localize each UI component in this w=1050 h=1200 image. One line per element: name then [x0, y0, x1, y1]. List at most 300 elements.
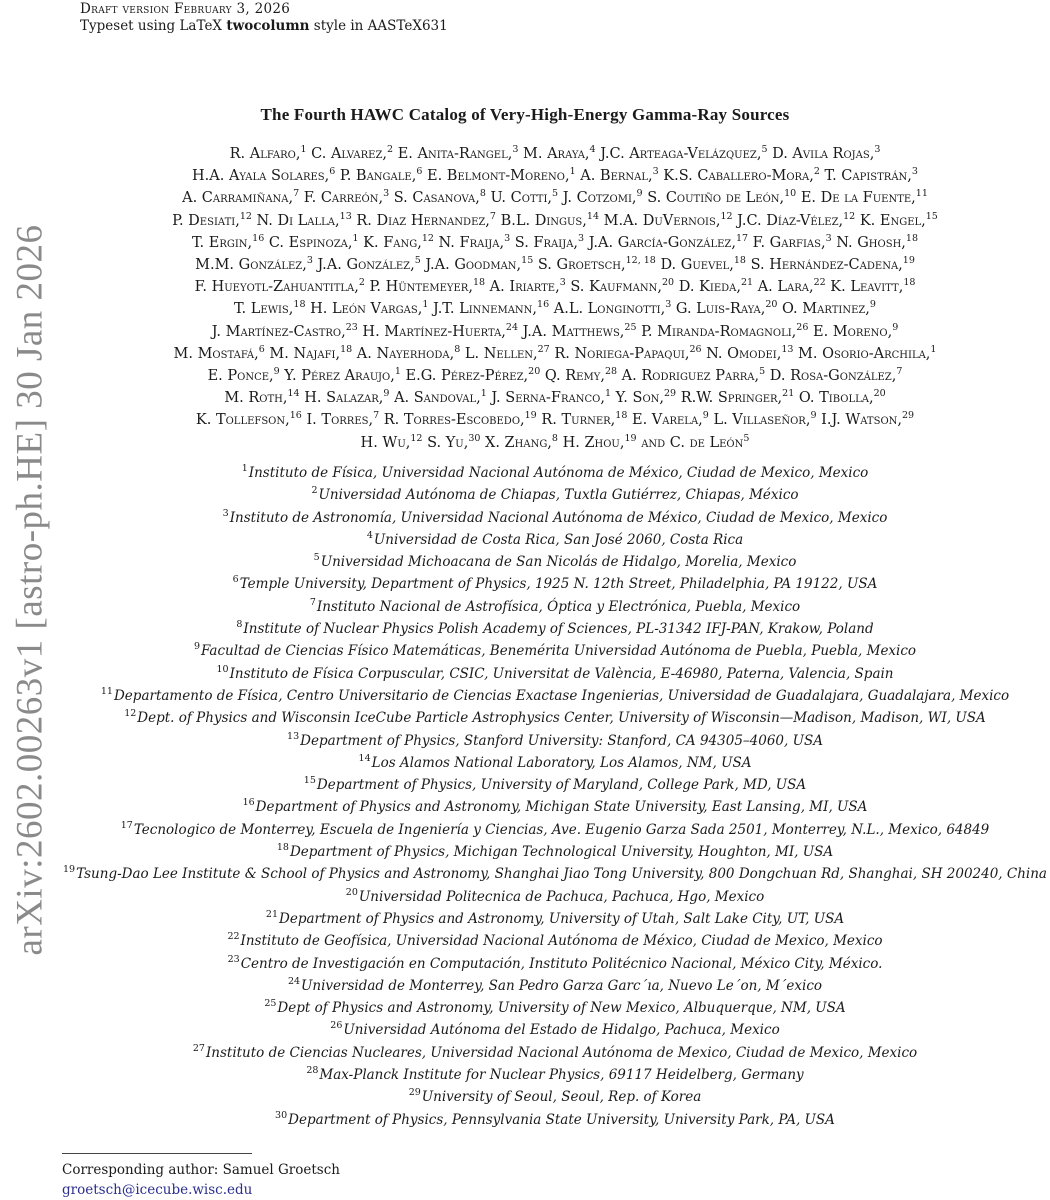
- affiliation-marker: 20: [765, 299, 778, 311]
- affiliation-marker: 20: [528, 366, 541, 378]
- affiliation-number: 14: [358, 752, 371, 764]
- author: [541, 412, 627, 428]
- author: [173, 343, 265, 362]
- author: [491, 390, 611, 406]
- author-name: B.L. Dingus,: [500, 212, 587, 229]
- author: [208, 368, 280, 384]
- author-name: N. Fraija,: [438, 234, 505, 251]
- author-name: O. Tibolla,: [798, 390, 874, 407]
- affiliation: [60, 551, 1050, 573]
- affiliation-marker: 16: [537, 299, 550, 311]
- author: [514, 232, 585, 251]
- arxiv-sidebar: [0, 190, 60, 990]
- affiliation-marker: 23: [345, 321, 358, 333]
- author: [676, 301, 778, 317]
- author-name: K.S. Caballero-Mora,: [663, 168, 814, 185]
- affiliation-marker: 12: [421, 232, 434, 244]
- affiliation-marker: 9: [383, 388, 390, 400]
- author-name: M. Mostafá,: [173, 345, 259, 362]
- affiliation-marker: 20: [662, 277, 675, 289]
- affiliation-text: Instituto de Física, Universidad Nacional Autónoma de México, Ciudad de Mexico, Mexico: [248, 465, 869, 481]
- author-name: I. Torres,: [306, 412, 374, 429]
- author: [752, 232, 832, 251]
- author: [306, 412, 379, 428]
- affiliation-marker: 8: [551, 432, 558, 444]
- latex-logo: LaTeX: [179, 18, 223, 34]
- author: [641, 321, 809, 340]
- author-name: A. Sandoval,: [394, 390, 481, 407]
- affiliation-number: 23: [227, 953, 240, 965]
- affiliation-marker: 28: [604, 366, 618, 378]
- author: [363, 232, 434, 251]
- affiliation-marker: 3: [512, 144, 519, 155]
- affiliation: [60, 640, 1050, 662]
- affiliation-marker: 22: [813, 277, 826, 289]
- author-name: T. Lewis,: [234, 301, 294, 318]
- author: [490, 279, 566, 295]
- affiliation-marker: 12: [410, 432, 423, 444]
- author: [679, 279, 753, 295]
- author-name: E. Moreno,: [813, 323, 893, 340]
- author-name: E. Ponce,: [207, 368, 274, 385]
- author: [356, 343, 461, 362]
- author-name: N. Omodei,: [706, 345, 782, 362]
- affiliation: [60, 1019, 1050, 1041]
- author-name: J. Serna-Franco,: [491, 390, 605, 407]
- author: [836, 232, 919, 251]
- author: [191, 232, 265, 251]
- author: [485, 432, 558, 451]
- author: [798, 343, 937, 362]
- affiliation: [60, 573, 1050, 595]
- author-name: J. Martínez-Castro,: [211, 323, 346, 340]
- affiliation-number: 21: [265, 908, 278, 920]
- affiliation-text: Temple University, Department of Physics, 1925 N. 12th Street, Philadelphia, PA 19122, USA: [239, 576, 878, 593]
- author-name: M. Osorio-Archila,: [798, 345, 931, 362]
- author: [622, 368, 766, 384]
- page-header: [80, 1, 448, 35]
- author: [195, 279, 365, 295]
- author-name: H. Wu,: [360, 434, 411, 451]
- affiliation-text: Universidad de Costa Rica, San José 2060, Costa Rica: [373, 531, 744, 548]
- author: [681, 390, 795, 406]
- author-name: M. Najafi,: [269, 345, 341, 362]
- author: [830, 279, 915, 295]
- author-name: M.A. DuVernois,: [603, 212, 721, 229]
- author-name: K. Tollefson,: [195, 412, 290, 429]
- author: [772, 146, 880, 162]
- author: [224, 390, 299, 406]
- author: [751, 257, 915, 273]
- author: [269, 343, 353, 362]
- author-name: Q. Remy,: [544, 368, 605, 385]
- author-name: I.J. Watson,: [821, 412, 903, 429]
- affiliation-marker: 19: [624, 432, 637, 444]
- author: [172, 210, 252, 229]
- affiliation: [60, 663, 1050, 685]
- affiliation-marker: 5: [761, 144, 768, 155]
- affiliation-marker: 18: [293, 299, 306, 311]
- author-name: F. Carreón,: [303, 190, 384, 207]
- author-name: Y. Pérez Araujo,: [284, 368, 395, 385]
- affiliation-text: Universidad Michoacana de San Nicolás de Hidalgo, Morelia, Mexico: [320, 554, 797, 571]
- author-name: L. Nellen,: [464, 345, 538, 362]
- author: [234, 301, 305, 317]
- author-name: H. Zhou,: [562, 434, 625, 451]
- typeset-suffix: style in AASTeX631: [309, 18, 448, 34]
- affiliation-marker: 13: [339, 210, 352, 222]
- affiliation-text: Department of Physics, Stanford University: Stanford, CA 94305–4060, USA: [300, 732, 823, 749]
- author-list: [60, 143, 1050, 454]
- affiliation-text: Centro de Investigación en Computación, Instituto Politécnico Nacional, México City, México.: [240, 955, 883, 972]
- author: [632, 412, 709, 428]
- author: [770, 368, 903, 384]
- author: [464, 343, 550, 362]
- affiliation-marker: 1: [480, 388, 487, 400]
- affiliation-number: 16: [242, 797, 255, 809]
- author-name: A.L. Longinotti,: [553, 301, 666, 318]
- author-name: S. Yu,: [427, 434, 469, 451]
- affiliation: [60, 752, 1050, 774]
- affiliation-marker: 3: [911, 166, 918, 178]
- author-name: F. Hueyotl-Zahuantitla,: [194, 279, 359, 296]
- author-name: A. Carramiñana,: [182, 190, 294, 207]
- affiliation-marker: 3: [504, 232, 511, 244]
- affiliation-number: 24: [287, 975, 301, 987]
- author-name: R. Alfaro,: [229, 146, 301, 162]
- affiliation-marker: 26: [689, 343, 702, 355]
- affiliation-marker: 16: [289, 410, 302, 422]
- affiliation-marker: 12, 18: [625, 255, 656, 267]
- affiliation-marker: 3: [825, 232, 832, 244]
- author: [268, 232, 359, 251]
- author: [256, 210, 352, 229]
- affiliation-marker: 27: [537, 343, 550, 355]
- affiliation-number: 25: [264, 998, 277, 1010]
- affiliation-marker: 3: [874, 144, 881, 155]
- author: [491, 190, 559, 206]
- affiliation-text: Universidad Autónoma del Estado de Hidalgo, Pachuca, Mexico: [343, 1022, 780, 1039]
- affiliation-marker: 1: [930, 343, 937, 355]
- affiliation-number: 22: [227, 931, 240, 943]
- author: [340, 168, 422, 184]
- affiliation-marker: 3: [306, 255, 313, 267]
- affiliation-marker: 9: [273, 366, 280, 378]
- author: [737, 210, 856, 229]
- affiliation-marker: 18: [903, 277, 916, 289]
- author-name: S. Hernández-Cadena,: [750, 257, 903, 274]
- affiliation-number: 15: [303, 775, 316, 787]
- author-name: U. Cotti,: [490, 190, 553, 207]
- author-name: A. Rodriguez Parra,: [621, 368, 760, 385]
- affiliation-text: Dept of Physics and Astronomy, University of New Mexico, Albuquerque, NM, USA: [277, 1000, 846, 1017]
- affiliation-marker: 12: [843, 210, 856, 222]
- author: [196, 412, 302, 428]
- author: [821, 412, 914, 428]
- affiliation-marker: 29: [902, 410, 915, 422]
- affiliation-marker: 18: [340, 343, 353, 355]
- author-name: J.A. Matthews,: [522, 323, 625, 340]
- affiliation-marker: 9: [810, 410, 817, 422]
- affiliation: [60, 730, 1050, 752]
- affiliation-marker: 8: [479, 188, 486, 200]
- affiliation-number: 18: [276, 842, 289, 854]
- affiliation-marker: 6: [416, 166, 423, 178]
- author: [799, 390, 886, 406]
- affiliation-marker: 5: [759, 366, 766, 378]
- affiliation-number: 29: [408, 1087, 421, 1099]
- author-name: K. Fang,: [363, 234, 422, 251]
- author-name: R. Torres-Escobedo,: [383, 412, 525, 429]
- affiliation-marker: 30: [468, 432, 481, 444]
- author-name: E. Belmont-Moreno,: [426, 168, 570, 185]
- author-name: H. Salazar,: [304, 390, 384, 407]
- affiliation: [60, 819, 1050, 841]
- author: [570, 279, 674, 295]
- affiliation-list: [60, 462, 1050, 1131]
- affiliation-text: Facultad de Ciencias Físico Matemáticas, Benemérita Universidad Autónoma de Puebla, Puebla, Mexico: [200, 643, 917, 660]
- affiliation-marker: 12: [239, 210, 252, 222]
- affiliation-marker: 19: [902, 255, 915, 267]
- author: [663, 168, 820, 184]
- affiliation: [60, 997, 1050, 1019]
- author: [425, 257, 533, 273]
- affiliation-text: Tecnologico de Monterrey, Escuela de Ingeniería y Ciencias, Ave. Eugenio Garza Sada 2501, Monterrey, N.L., Mexico, 64849: [133, 821, 990, 838]
- affiliation: [60, 1086, 1050, 1108]
- author: [433, 301, 549, 317]
- affiliation-number: 20: [345, 886, 358, 898]
- author-name: and C. de León: [641, 434, 744, 451]
- affiliation-number: 13: [287, 730, 300, 742]
- affiliation-text: Department of Physics, University of Maryland, College Park, MD, USA: [316, 777, 807, 794]
- affiliation-number: 12: [124, 708, 137, 720]
- author-name: M. Roth,: [224, 390, 288, 407]
- typeset-line: [80, 18, 448, 35]
- affiliation-number: 11: [100, 685, 113, 697]
- author: [406, 368, 541, 384]
- author: [192, 168, 335, 184]
- author: [603, 210, 733, 229]
- author-name: A. Nayerhoda,: [356, 345, 455, 362]
- affiliation-text: Instituto Nacional de Astrofísica, Óptica y Electrónica, Puebla, Mexico: [316, 598, 801, 615]
- affiliation-marker: 2: [813, 166, 820, 178]
- author: [394, 190, 486, 206]
- author-name: J.A. Goodman,: [425, 257, 522, 274]
- affiliation-text: Department of Physics and Astronomy, Michigan State University, East Lansing, MI, USA: [255, 799, 868, 816]
- affiliation-number: 30: [275, 1109, 288, 1121]
- affiliation-marker: 1: [352, 232, 359, 244]
- footnote-divider: [62, 1153, 252, 1154]
- affiliation-text: Instituto de Geofísica, Universidad Nacional Autónoma de México, Ciudad de Mexico, Mexico: [240, 933, 883, 950]
- affiliation-number: 10: [216, 663, 229, 675]
- author: [195, 257, 313, 273]
- affiliation: [60, 930, 1050, 952]
- affiliation-marker: 1: [394, 366, 401, 378]
- author: [647, 190, 796, 206]
- affiliation-text: Instituto de Astronomía, Universidad Nacional Autónoma de México, Ciudad de Mexico, Mexico: [229, 509, 888, 526]
- affiliation-text: Universidad Autónoma de Chiapas, Tuxtla Gutiérrez, Chiapas, México: [318, 487, 799, 504]
- author-name: R. Diaz Hernandez,: [356, 212, 490, 229]
- affiliation-marker: 7: [293, 188, 300, 200]
- author-name: H. León Vargas,: [310, 301, 423, 318]
- affiliation: [60, 796, 1050, 818]
- arxiv-identifier: arXiv:2602.00263v1 [astro-ph.HE] 30 Jan 2026: [9, 224, 51, 956]
- affiliation-marker: 17: [735, 232, 749, 244]
- author-name: P. Hüntemeyer,: [369, 279, 473, 296]
- affiliation-text: Universidad de Monterrey, San Pedro Garza Garc´ıa, Nuevo Le´on, M´exico: [301, 977, 823, 994]
- author-name: T. Capistrán,: [824, 168, 912, 185]
- author-name: F. Garfias,: [752, 234, 826, 251]
- affiliation: [60, 685, 1050, 707]
- affiliation: [60, 841, 1050, 863]
- author-name: J.C. Arteaga-Velázquez,: [600, 146, 762, 162]
- author: [438, 232, 511, 251]
- author-name: D. Guevel,: [660, 257, 734, 274]
- author-name: M.M. González,: [195, 257, 307, 274]
- author-name: S. Casanova,: [393, 190, 480, 207]
- author: [588, 232, 749, 251]
- affiliation-marker: 5: [743, 432, 750, 444]
- author: [825, 168, 918, 184]
- affiliation: [60, 529, 1050, 551]
- author-name: J. Cotzomi,: [562, 190, 637, 207]
- affiliation-marker: 21: [740, 277, 754, 289]
- author-name: J.C. Díaz-Vélez,: [737, 212, 844, 229]
- affiliation: [60, 886, 1050, 908]
- affiliation: [60, 953, 1050, 975]
- author: [616, 390, 677, 406]
- affiliation-text: University of Seoul, Seoul, Rep. of Korea: [421, 1089, 702, 1106]
- author-name: X. Zhang,: [485, 434, 552, 451]
- author-name: R. Turner,: [541, 412, 616, 429]
- affiliation-marker: 16: [252, 232, 265, 244]
- affiliation-number: 2: [311, 485, 318, 497]
- draft-version: Draft version February 3, 2026: [80, 1, 291, 17]
- affiliation-marker: 1: [422, 299, 429, 311]
- author: [782, 301, 876, 317]
- affiliation-marker: 26: [796, 321, 809, 333]
- affiliation-marker: 18: [472, 277, 486, 289]
- author: [182, 190, 299, 206]
- affiliation-marker: 11: [915, 188, 928, 200]
- affiliation-marker: 1: [604, 388, 611, 400]
- paper-title: The Fourth HAWC Catalog of Very-High-Energy Gamma-Ray Sources: [260, 105, 790, 124]
- affiliation-text: Los Alamos National Laboratory, Los Alamos, NM, USA: [371, 754, 752, 771]
- affiliation-marker: 6: [258, 343, 265, 355]
- author-name: J.A. González,: [317, 257, 415, 274]
- author: [211, 321, 358, 340]
- author-name: N. Ghosh,: [836, 234, 906, 251]
- author: [545, 368, 617, 384]
- affiliation-text: Department of Physics and Astronomy, University of Utah, Salt Lake City, UT, USA: [279, 910, 845, 927]
- affiliation-text: Dept. of Physics and Wisconsin IceCube Particle Astrophysics Center, University of Wisconsin—Madison, Madison, WI, USA: [137, 710, 986, 727]
- author-name: D. Avila Rojas,: [772, 146, 875, 162]
- author: [370, 279, 486, 295]
- author: [304, 390, 389, 406]
- author: [394, 390, 487, 406]
- author-name: J.A. García-González,: [588, 234, 736, 251]
- author: [523, 146, 596, 162]
- author: [813, 321, 899, 340]
- author: [758, 279, 826, 295]
- author-name: J.T. Linnemann,: [433, 301, 538, 318]
- affiliation-text: Department of Physics, Michigan Technological University, Houghton, MI, USA: [289, 844, 834, 861]
- affiliation-marker: 3: [665, 299, 672, 311]
- author-name: C. Alvarez,: [311, 146, 388, 162]
- author-name: O. Martinez,: [782, 301, 870, 318]
- affiliation: [60, 774, 1050, 796]
- author: [427, 168, 576, 184]
- author-name: S. Kaufmann,: [570, 279, 663, 296]
- author-name: A. Bernal,: [580, 168, 653, 185]
- affiliation-marker: 7: [489, 210, 496, 222]
- author: [362, 321, 518, 340]
- affiliation-marker: 4: [589, 144, 596, 155]
- author: [230, 146, 307, 162]
- typeset-prefix: Typeset using: [80, 18, 180, 34]
- affiliation-marker: 19: [524, 410, 537, 422]
- author: [801, 190, 928, 206]
- affiliation-text: Departamento de Física, Centro Universitario de Ciencias Exactase Ingenierias, Universidad de Guadalajara, Guadalajara, Mexico: [113, 687, 1010, 704]
- author-name: R. Noriega-Papaqui,: [554, 345, 690, 362]
- author: [500, 210, 599, 229]
- affiliation-number: 26: [330, 1020, 343, 1032]
- affiliation-marker: 15: [521, 255, 534, 267]
- affiliation-text: Universidad Politecnica de Pachuca, Pachuca, Hgo, Mexico: [358, 888, 765, 905]
- affiliation-marker: 3: [652, 166, 659, 178]
- affiliation-text: Instituto de Ciencias Nucleares, Universidad Nacional Autónoma de Mexico, Ciudad de Mexico, Mexico: [205, 1044, 918, 1061]
- corresponding-author: Corresponding author: Samuel Groetsch: [62, 1162, 340, 1178]
- affiliation-number: 7: [309, 596, 316, 608]
- author-name: E.G. Pérez-Pérez,: [405, 368, 529, 385]
- affiliation-marker: 2: [387, 144, 394, 155]
- affiliation-number: 6: [232, 574, 239, 586]
- affiliation-marker: 5: [552, 188, 559, 200]
- author: [538, 257, 656, 273]
- author: [641, 432, 750, 451]
- affiliation-text: Instituto de Física Corpuscular, CSIC, Universitat de València, E-46980, Paterna, Valencia, Spain: [229, 665, 894, 682]
- affiliation-marker: 3: [559, 277, 566, 289]
- author-name: H. Martínez-Huerta,: [362, 323, 506, 340]
- affiliation: [60, 908, 1050, 930]
- author-name: M. Araya,: [523, 146, 590, 162]
- affiliation-marker: 18: [615, 410, 628, 422]
- affiliation-marker: 8: [454, 343, 461, 355]
- affiliation-number: 4: [366, 529, 373, 541]
- author-name: N. Di Lalla,: [256, 212, 340, 229]
- affiliation-marker: 9: [892, 321, 899, 333]
- author-name: C. Espinoza,: [268, 234, 353, 251]
- affiliation-number: 1: [241, 463, 248, 474]
- affiliation-number: 3: [222, 507, 229, 519]
- author-name: S. Coutiño de León,: [647, 190, 785, 207]
- author-name: E. De la Fuente,: [800, 190, 916, 207]
- author: [580, 168, 658, 184]
- affiliation-marker: 6: [329, 166, 336, 178]
- affiliation: [60, 863, 1050, 885]
- author: [562, 432, 637, 451]
- affiliation-number: 5: [313, 552, 320, 564]
- email-link[interactable]: groetsch@icecube.wisc.edu: [62, 1182, 253, 1198]
- affiliation-marker: 14: [287, 388, 300, 400]
- author: [360, 432, 423, 451]
- author-name: P. Desiati,: [172, 212, 240, 229]
- affiliation-marker: 13: [781, 343, 794, 355]
- affiliation-marker: 18: [733, 255, 746, 267]
- affiliation-marker: 20: [873, 388, 886, 400]
- affiliation-number: 8: [236, 619, 243, 631]
- affiliation-number: 9: [193, 641, 200, 653]
